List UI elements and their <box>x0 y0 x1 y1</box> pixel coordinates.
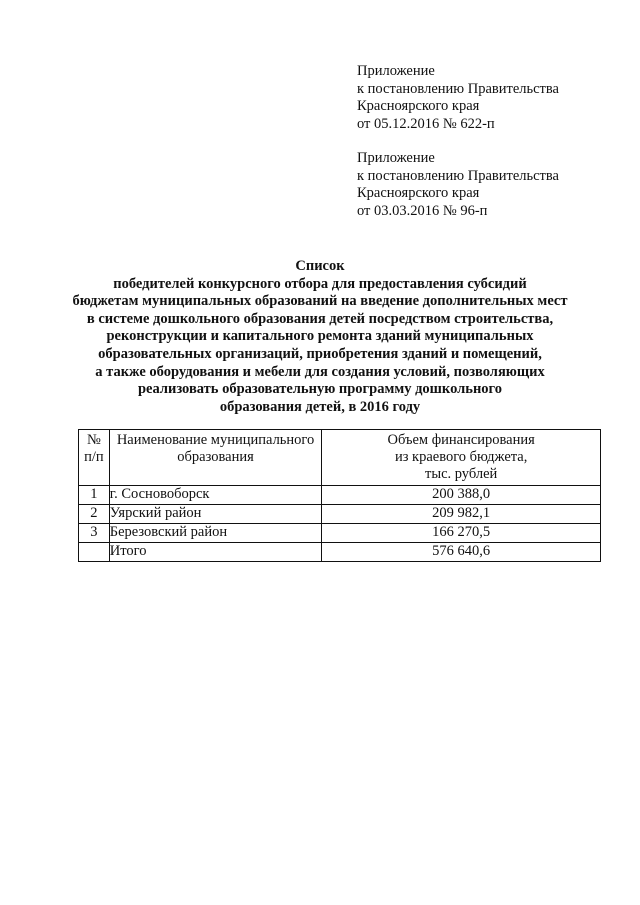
title-line-5: образовательных организаций, приобретения зданий и помещений, <box>98 345 542 362</box>
header-municipality-line-1: Наименование муниципального <box>116 432 315 448</box>
appendix-1-line-4: от 05.12.2016 № 622-п <box>357 115 495 132</box>
total-label: Итого <box>109 543 322 562</box>
appendix-note-1 <box>357 63 559 133</box>
winners-table <box>78 429 601 562</box>
table-row <box>79 505 601 524</box>
row-amount: 200 388,0 <box>322 486 601 505</box>
title-line-1: победителей конкурсного отбора для предоставления субсидий <box>113 275 527 292</box>
appendix-2-line-3: Красноярского края <box>357 185 480 201</box>
header-funding-line-2: из краевого бюджета, <box>394 449 528 465</box>
row-municipality: Уярский район <box>109 505 322 524</box>
total-number-empty <box>79 543 110 562</box>
title-line-6: а также оборудования и мебели для создания условий, позволяющих <box>95 363 545 380</box>
title-line-2: бюджетам муниципальных образований на введение дополнительных мест <box>72 293 568 310</box>
table-header-row <box>79 430 601 486</box>
title-line-4: реконструкции и капитального ремонта зданий муниципальных <box>106 328 534 345</box>
title-heading: Список <box>295 258 345 274</box>
header-funding-line-3: тыс. рублей <box>424 466 498 482</box>
header-funding-line-1: Объем финансирования <box>387 432 535 448</box>
row-number: 3 <box>79 524 110 543</box>
title-line-8: образования детей, в 2016 году <box>219 398 421 415</box>
header-municipality <box>109 430 322 486</box>
appendix-note-2 <box>357 150 559 220</box>
header-number-line-1: № <box>86 432 101 448</box>
row-municipality: Березовский район <box>109 524 322 543</box>
title-line-3: в системе дошкольного образования детей посредством строительства, <box>86 310 554 327</box>
appendix-2-line-4: от 03.03.2016 № 96-п <box>357 202 488 219</box>
table-row <box>79 524 601 543</box>
header-number-line-2: п/п <box>84 449 104 465</box>
header-number <box>79 430 110 486</box>
row-number: 1 <box>79 486 110 505</box>
row-municipality: г. Сосновоборск <box>109 486 322 505</box>
row-amount: 166 270,5 <box>322 524 601 543</box>
appendix-1-line-1: Приложение <box>357 63 435 79</box>
table-row <box>79 486 601 505</box>
row-amount: 209 982,1 <box>322 505 601 524</box>
row-number: 2 <box>79 505 110 524</box>
appendix-2-line-2: к постановлению Правительства <box>357 167 559 184</box>
appendix-1-line-2: к постановлению Правительства <box>357 80 559 97</box>
document-title <box>40 258 600 416</box>
total-amount: 576 640,6 <box>322 543 601 562</box>
title-line-7: реализовать образовательную программу дошкольного <box>137 381 503 398</box>
table-total-row <box>79 543 601 562</box>
appendix-1-line-3: Красноярского края <box>357 98 480 114</box>
header-municipality-line-2: образования <box>177 449 254 465</box>
appendix-2-line-1: Приложение <box>357 150 435 166</box>
header-funding <box>322 430 601 486</box>
